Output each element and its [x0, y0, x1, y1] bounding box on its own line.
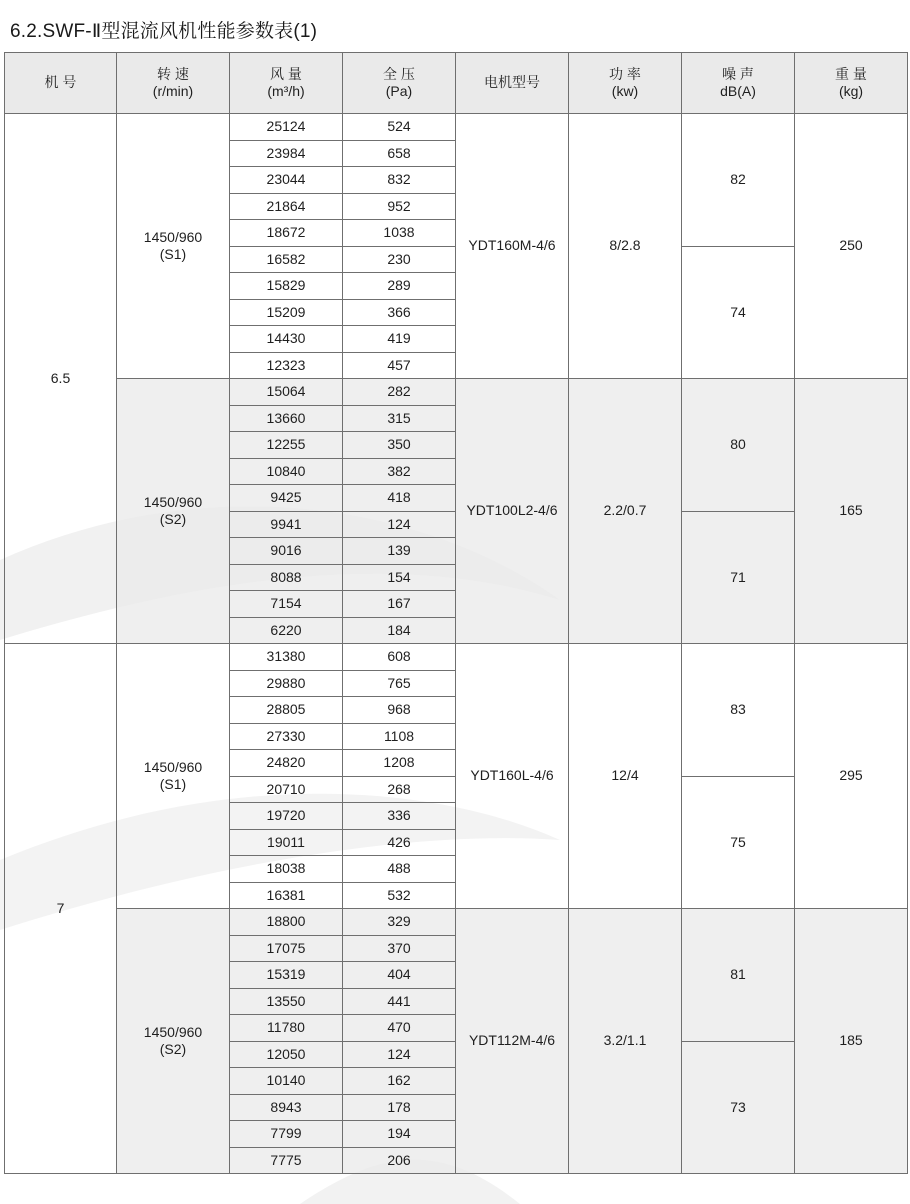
pressure-cell: 370 [343, 935, 456, 962]
motor-model-cell: YDT160M-4/6 [456, 114, 569, 379]
weight-cell: 250 [795, 114, 908, 379]
noise-cell: 81 [682, 909, 795, 1042]
header-airflow-label: 风 量 [270, 65, 302, 82]
noise-cell: 75 [682, 776, 795, 909]
header-power-label: 功 率 [609, 65, 641, 82]
noise-cell: 83 [682, 644, 795, 777]
table-body [5, 114, 908, 1174]
airflow-cell: 27330 [230, 723, 343, 750]
airflow-cell: 15319 [230, 962, 343, 989]
header-weight [795, 53, 908, 114]
airflow-cell: 13660 [230, 405, 343, 432]
airflow-cell: 29880 [230, 670, 343, 697]
motor-model-cell: YDT112M-4/6 [456, 909, 569, 1174]
pressure-cell: 194 [343, 1121, 456, 1148]
noise-cell: 82 [682, 114, 795, 247]
pressure-cell: 329 [343, 909, 456, 936]
pressure-cell: 524 [343, 114, 456, 141]
speed-cell [117, 114, 230, 379]
airflow-cell: 23044 [230, 167, 343, 194]
airflow-cell: 16582 [230, 246, 343, 273]
page-title: 6.2.SWF-Ⅱ型混流风机性能参数表(1) [10, 21, 318, 42]
weight-cell: 165 [795, 379, 908, 644]
pressure-cell: 184 [343, 617, 456, 644]
pressure-cell: 470 [343, 1015, 456, 1042]
power-cell: 12/4 [569, 644, 682, 909]
speed-cell-line: 1450/960 [143, 758, 203, 775]
header-weight-label: 重 量 [835, 65, 867, 82]
airflow-cell: 18672 [230, 220, 343, 247]
pressure-cell: 206 [343, 1147, 456, 1174]
airflow-cell: 23984 [230, 140, 343, 167]
pressure-cell: 832 [343, 167, 456, 194]
airflow-cell: 9425 [230, 485, 343, 512]
motor-model-cell: YDT160L-4/6 [456, 644, 569, 909]
pressure-cell: 968 [343, 697, 456, 724]
pressure-cell: 230 [343, 246, 456, 273]
header-airflow [230, 53, 343, 114]
pressure-cell: 419 [343, 326, 456, 353]
table-row [5, 379, 908, 406]
header-airflow-unit: (m³/h) [267, 83, 305, 99]
pressure-cell: 139 [343, 538, 456, 565]
speed-cell-line: 1450/960 [143, 493, 203, 510]
airflow-cell: 9016 [230, 538, 343, 565]
airflow-cell: 8943 [230, 1094, 343, 1121]
header-speed [117, 53, 230, 114]
header-noise [682, 53, 795, 114]
weight-cell: 185 [795, 909, 908, 1174]
pressure-cell: 154 [343, 564, 456, 591]
airflow-cell: 6220 [230, 617, 343, 644]
header-pressure-label: 全 压 [383, 65, 415, 82]
airflow-cell: 18800 [230, 909, 343, 936]
header-pressure [343, 53, 456, 114]
airflow-cell: 15829 [230, 273, 343, 300]
header-speed-unit: (r/min) [152, 83, 194, 99]
noise-cell: 71 [682, 511, 795, 644]
header-motor: 电机型号 [456, 53, 569, 114]
table-row [5, 644, 908, 671]
airflow-cell: 8088 [230, 564, 343, 591]
table-header-row [5, 53, 908, 114]
noise-cell: 73 [682, 1041, 795, 1174]
header-model-no: 机 号 [5, 53, 117, 114]
performance-parameter-table [4, 52, 908, 1174]
pressure-cell: 162 [343, 1068, 456, 1095]
airflow-cell: 18038 [230, 856, 343, 883]
pressure-cell: 457 [343, 352, 456, 379]
pressure-cell: 426 [343, 829, 456, 856]
airflow-cell: 14430 [230, 326, 343, 353]
power-cell: 2.2/0.7 [569, 379, 682, 644]
airflow-cell: 19011 [230, 829, 343, 856]
header-power-unit: (kw) [611, 83, 639, 99]
speed-cell-line: 1450/960 [143, 228, 203, 245]
table-row [5, 909, 908, 936]
model-no-cell: 7 [5, 644, 117, 1174]
airflow-cell: 24820 [230, 750, 343, 777]
speed-cell-line: (S1) [159, 246, 187, 262]
pressure-cell: 124 [343, 511, 456, 538]
pressure-cell: 167 [343, 591, 456, 618]
airflow-cell: 11780 [230, 1015, 343, 1042]
airflow-cell: 12255 [230, 432, 343, 459]
pressure-cell: 658 [343, 140, 456, 167]
pressure-cell: 282 [343, 379, 456, 406]
motor-model-cell: YDT100L2-4/6 [456, 379, 569, 644]
speed-cell [117, 644, 230, 909]
pressure-cell: 532 [343, 882, 456, 909]
speed-cell [117, 379, 230, 644]
airflow-cell: 12050 [230, 1041, 343, 1068]
airflow-cell: 31380 [230, 644, 343, 671]
airflow-cell: 20710 [230, 776, 343, 803]
airflow-cell: 10840 [230, 458, 343, 485]
pressure-cell: 315 [343, 405, 456, 432]
pressure-cell: 441 [343, 988, 456, 1015]
speed-cell-line: 1450/960 [143, 1023, 203, 1040]
noise-cell: 80 [682, 379, 795, 512]
pressure-cell: 366 [343, 299, 456, 326]
table-row [5, 114, 908, 141]
model-no-cell: 6.5 [5, 114, 117, 644]
header-power [569, 53, 682, 114]
pressure-cell: 289 [343, 273, 456, 300]
speed-cell-line: (S1) [159, 776, 187, 792]
pressure-cell: 488 [343, 856, 456, 883]
noise-cell: 74 [682, 246, 795, 379]
airflow-cell: 10140 [230, 1068, 343, 1095]
header-noise-label: 噪 声 [722, 65, 754, 82]
airflow-cell: 7154 [230, 591, 343, 618]
power-cell: 8/2.8 [569, 114, 682, 379]
airflow-cell: 7799 [230, 1121, 343, 1148]
airflow-cell: 12323 [230, 352, 343, 379]
airflow-cell: 15209 [230, 299, 343, 326]
header-pressure-unit: (Pa) [385, 83, 413, 99]
airflow-cell: 25124 [230, 114, 343, 141]
pressure-cell: 178 [343, 1094, 456, 1121]
airflow-cell: 9941 [230, 511, 343, 538]
airflow-cell: 21864 [230, 193, 343, 220]
pressure-cell: 1038 [343, 220, 456, 247]
pressure-cell: 608 [343, 644, 456, 671]
header-noise-unit: dB(A) [720, 83, 756, 99]
header-speed-label: 转 速 [157, 65, 189, 82]
pressure-cell: 382 [343, 458, 456, 485]
pressure-cell: 350 [343, 432, 456, 459]
pressure-cell: 1108 [343, 723, 456, 750]
speed-cell-line: (S2) [159, 511, 187, 527]
pressure-cell: 1208 [343, 750, 456, 777]
pressure-cell: 124 [343, 1041, 456, 1068]
airflow-cell: 7775 [230, 1147, 343, 1174]
pressure-cell: 336 [343, 803, 456, 830]
airflow-cell: 17075 [230, 935, 343, 962]
weight-cell: 295 [795, 644, 908, 909]
airflow-cell: 13550 [230, 988, 343, 1015]
pressure-cell: 404 [343, 962, 456, 989]
pressure-cell: 765 [343, 670, 456, 697]
airflow-cell: 16381 [230, 882, 343, 909]
header-weight-unit: (kg) [838, 83, 864, 99]
pressure-cell: 268 [343, 776, 456, 803]
airflow-cell: 15064 [230, 379, 343, 406]
airflow-cell: 19720 [230, 803, 343, 830]
pressure-cell: 418 [343, 485, 456, 512]
pressure-cell: 952 [343, 193, 456, 220]
speed-cell [117, 909, 230, 1174]
speed-cell-line: (S2) [159, 1041, 187, 1057]
power-cell: 3.2/1.1 [569, 909, 682, 1174]
airflow-cell: 28805 [230, 697, 343, 724]
